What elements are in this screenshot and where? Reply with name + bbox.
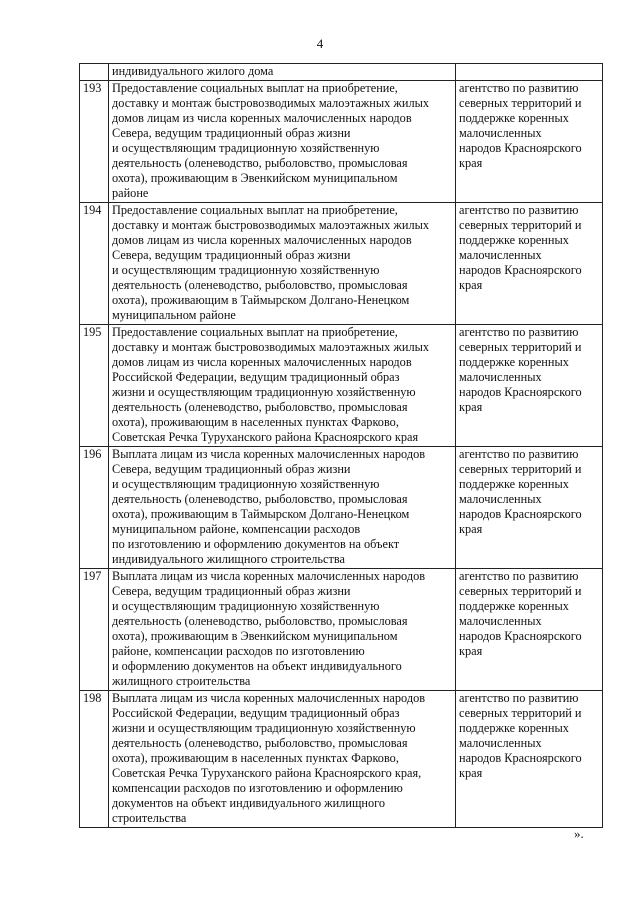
description-line: жизни и осуществляющим традиционную хозяйственную: [112, 721, 416, 735]
responsible-cell: [456, 569, 603, 691]
responsible-line: поддержке коренных: [459, 721, 569, 735]
table-row: [80, 203, 603, 325]
responsible-line: малочисленных: [459, 492, 542, 506]
description-line: документов на объект индивидуального жилищного: [112, 796, 386, 810]
description-cell: [109, 81, 456, 203]
description-line: деятельность (оленеводство, рыболовство, промысловая: [112, 278, 408, 292]
description-line: домов лицам из числа коренных малочисленных народов: [112, 233, 412, 247]
responsible-line: края: [459, 156, 483, 170]
responsible-line: народов Красноярского: [459, 385, 582, 399]
responsible-line: края: [459, 766, 483, 780]
row-number-cell: [80, 64, 109, 81]
description-line: компенсации расходов по изготовлению и оформлению: [112, 781, 403, 795]
responsible-line: агентство по развитию: [459, 691, 579, 705]
description-line: жилищного строительства: [112, 674, 251, 688]
responsible-line: края: [459, 522, 483, 536]
description-line: муниципальном районе: [112, 308, 236, 322]
description-cell: [109, 447, 456, 569]
responsible-line: малочисленных: [459, 370, 542, 384]
responsible-cell: [456, 325, 603, 447]
table-row: [80, 325, 603, 447]
description-line: Выплата лицам из числа коренных малочисленных народов: [112, 447, 426, 461]
row-number: 197: [80, 569, 109, 691]
description-line: Российской Федерации, ведущим традиционный образ: [112, 370, 400, 384]
description-cell: [109, 203, 456, 325]
description-line: Советская Речка Туруханского района Красноярского края,: [112, 766, 422, 780]
responsible-line: агентство по развитию: [459, 81, 579, 95]
description-line: и осуществляющим традиционную хозяйственную: [112, 599, 380, 613]
description-line: домов лицам из числа коренных малочисленных народов: [112, 355, 412, 369]
description-line: доставку и монтаж быстровозводимых малоэтажных жилых: [112, 218, 429, 232]
responsible-line: северных территорий и: [459, 462, 582, 476]
description-line: Севера, ведущим традиционный образ жизни: [112, 462, 351, 476]
description-line: Предоставление социальных выплат на приобретение,: [112, 203, 398, 217]
description-cell: [109, 569, 456, 691]
responsible-line: народов Красноярского: [459, 629, 582, 643]
description-line: деятельность (оленеводство, рыболовство, промысловая: [112, 614, 408, 628]
description-line: охота), проживающим в населенных пунктах Фарково,: [112, 415, 399, 429]
description-line: индивидуального жилого дома: [112, 64, 274, 78]
description-line: доставку и монтаж быстровозводимых малоэтажных жилых: [112, 340, 429, 354]
responsible-line: края: [459, 400, 483, 414]
responsible-line: поддержке коренных: [459, 355, 569, 369]
description-line: деятельность (оленеводство, рыболовство, промысловая: [112, 156, 408, 170]
description-line: домов лицам из числа коренных малочисленных народов: [112, 111, 412, 125]
responsible-line: народов Красноярского: [459, 141, 582, 155]
description-line: доставку и монтаж быстровозводимых малоэтажных жилых: [112, 96, 429, 110]
description-line: Предоставление социальных выплат на приобретение,: [112, 81, 398, 95]
row-number: 198: [80, 691, 109, 828]
description-line: районе: [112, 186, 149, 200]
description-line: и осуществляющим традиционную хозяйственную: [112, 263, 380, 277]
row-number: 193: [80, 81, 109, 203]
description-line: строительства: [112, 811, 187, 825]
responsible-line: поддержке коренных: [459, 111, 569, 125]
description-line: Севера, ведущим традиционный образ жизни: [112, 126, 351, 140]
responsible-line: северных территорий и: [459, 584, 582, 598]
description-line: жизни и осуществляющим традиционную хозяйственную: [112, 385, 416, 399]
table-row: [80, 691, 603, 828]
description-line: деятельность (оленеводство, рыболовство, промысловая: [112, 492, 408, 506]
table-row: [80, 447, 603, 569]
description-line: и осуществляющим традиционную хозяйственную: [112, 141, 380, 155]
description-line: и оформлению документов на объект индивидуального: [112, 659, 402, 673]
description-line: по изготовлению и оформлению документов на объект: [112, 537, 400, 551]
description-line: Севера, ведущим традиционный образ жизни: [112, 248, 351, 262]
responsible-line: агентство по развитию: [459, 569, 579, 583]
description-line: индивидуального жилищного строительства: [112, 552, 345, 566]
description-line: деятельность (оленеводство, рыболовство, промысловая: [112, 400, 408, 414]
responsible-cell: [456, 447, 603, 569]
responsible-line: малочисленных: [459, 736, 542, 750]
description-line: Предоставление социальных выплат на приобретение,: [112, 325, 398, 339]
closing-quote: ».: [574, 826, 584, 841]
responsible-cell: [456, 64, 603, 81]
table-row: [80, 569, 603, 691]
responsible-line: края: [459, 278, 483, 292]
description-line: охота), проживающим в населенных пунктах Фарково,: [112, 751, 399, 765]
description-line: охота), проживающим в Таймырском Долгано-Ненецком: [112, 507, 410, 521]
description-cell: [109, 691, 456, 828]
responsible-line: поддержке коренных: [459, 477, 569, 491]
responsible-line: северных территорий и: [459, 340, 582, 354]
table-row: [80, 81, 603, 203]
row-number: 195: [80, 325, 109, 447]
row-number: 196: [80, 447, 109, 569]
responsible-cell: [456, 691, 603, 828]
table-body: [80, 64, 603, 828]
responsible-line: агентство по развитию: [459, 325, 579, 339]
responsible-line: народов Красноярского: [459, 751, 582, 765]
responsible-line: народов Красноярского: [459, 507, 582, 521]
description-line: Выплата лицам из числа коренных малочисленных народов: [112, 691, 426, 705]
responsible-cell: [456, 203, 603, 325]
description-cell: [109, 64, 456, 81]
table-row-continuation: [80, 64, 603, 81]
responsible-line: края: [459, 644, 483, 658]
description-line: деятельность (оленеводство, рыболовство, промысловая: [112, 736, 408, 750]
responsible-line: поддержке коренных: [459, 233, 569, 247]
responsible-line: малочисленных: [459, 614, 542, 628]
description-line: районе, компенсации расходов по изготовлению: [112, 644, 365, 658]
page-number: 4: [316, 36, 324, 51]
responsible-line: северных территорий и: [459, 96, 582, 110]
description-cell: [109, 325, 456, 447]
row-number: 194: [80, 203, 109, 325]
responsible-line: северных территорий и: [459, 218, 582, 232]
description-line: Российской Федерации, ведущим традиционный образ: [112, 706, 400, 720]
description-line: Севера, ведущим традиционный образ жизни: [112, 584, 351, 598]
description-line: охота), проживающим в Эвенкийском муниципальном: [112, 171, 398, 185]
description-line: охота), проживающим в Эвенкийском муниципальном: [112, 629, 398, 643]
responsible-line: малочисленных: [459, 126, 542, 140]
responsible-cell: [456, 81, 603, 203]
description-line: муниципальном районе, компенсации расходов: [112, 522, 361, 536]
responsible-line: агентство по развитию: [459, 447, 579, 461]
description-line: Выплата лицам из числа коренных малочисленных народов: [112, 569, 426, 583]
responsible-line: народов Красноярского: [459, 263, 582, 277]
description-line: охота), проживающим в Таймырском Долгано-Ненецком: [112, 293, 410, 307]
description-line: Советская Речка Туруханского района Красноярского края: [112, 430, 419, 444]
responsible-line: северных территорий и: [459, 706, 582, 720]
responsible-line: поддержке коренных: [459, 599, 569, 613]
programs-table: [79, 63, 603, 828]
description-line: и осуществляющим традиционную хозяйственную: [112, 477, 380, 491]
responsible-line: агентство по развитию: [459, 203, 579, 217]
responsible-line: малочисленных: [459, 248, 542, 262]
